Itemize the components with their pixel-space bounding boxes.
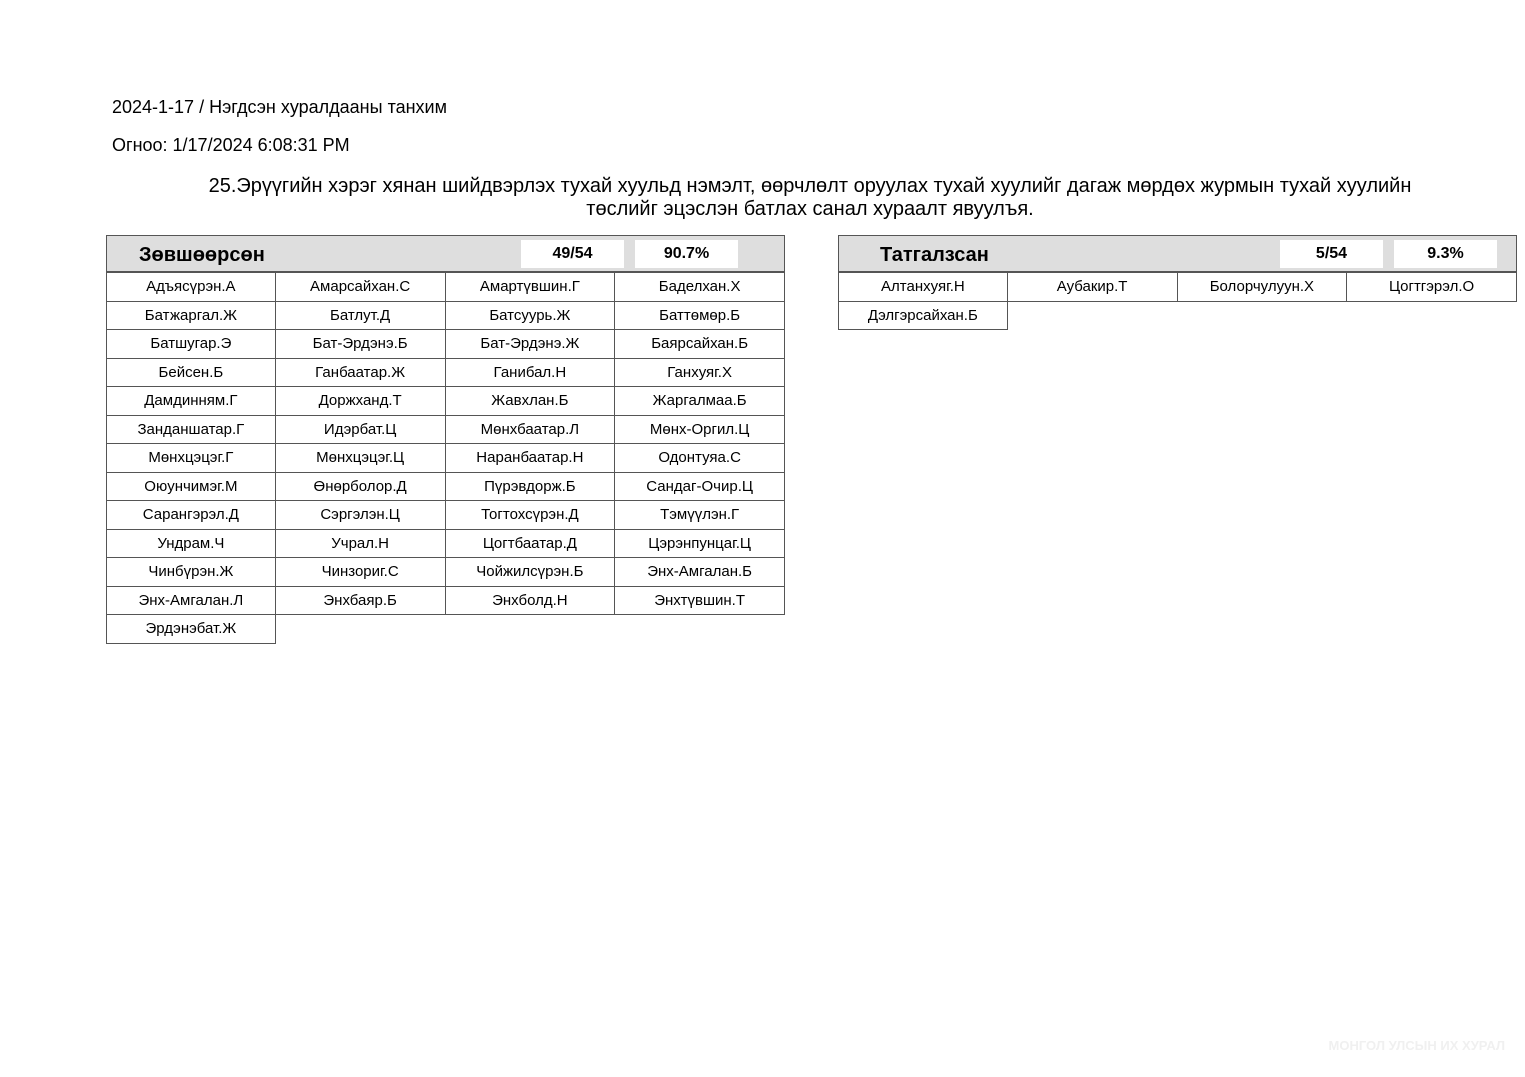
rejected-header bbox=[838, 235, 1517, 272]
member-cell: Ундрам.Ч bbox=[106, 529, 276, 559]
motion-title-line2: төслийг эцэслэн батлах санал хураалт явуулъя. bbox=[586, 198, 1034, 220]
vote-date: Огноо: 1/17/2024 6:08:31 PM bbox=[112, 135, 350, 155]
member-cell: Дамдинням.Г bbox=[106, 386, 276, 416]
member-cell: Энхбаяр.Б bbox=[275, 586, 446, 616]
member-cell: Цогтбаатар.Д bbox=[445, 529, 616, 559]
member-cell: Оюунчимэг.М bbox=[106, 472, 276, 502]
member-cell: Энх-Амгалан.Л bbox=[106, 586, 276, 616]
member-cell: Сарангэрэл.Д bbox=[106, 500, 276, 530]
member-cell: Амарсайхан.С bbox=[275, 272, 446, 302]
member-cell: Энхболд.Н bbox=[445, 586, 616, 616]
member-cell: Батшугар.Э bbox=[106, 329, 276, 359]
member-cell: Бат-Эрдэнэ.Б bbox=[275, 329, 446, 359]
member-cell: Идэрбат.Ц bbox=[275, 415, 446, 445]
member-cell: Ганхуяг.Х bbox=[614, 358, 785, 388]
approved-count: 49/54 bbox=[521, 240, 624, 268]
member-cell: Тэмүүлэн.Г bbox=[614, 500, 785, 530]
member-cell: Пүрэвдорж.Б bbox=[445, 472, 616, 502]
member-cell: Баделхан.Х bbox=[614, 272, 785, 302]
member-cell: Чойжилсүрэн.Б bbox=[445, 557, 616, 587]
rejected-members-grid bbox=[838, 272, 1517, 330]
member-cell: Энхтүвшин.Т bbox=[614, 586, 785, 616]
member-cell: Адъясүрэн.А bbox=[106, 272, 276, 302]
member-cell: Одонтуяа.С bbox=[614, 443, 785, 473]
member-cell: Бат-Эрдэнэ.Ж bbox=[445, 329, 616, 359]
member-cell: Эрдэнэбат.Ж bbox=[106, 614, 276, 644]
motion-title-line1: 25.Эрүүгийн хэрэг хянан шийдвэрлэх тухай хуульд нэмэлт, өөрчлөлт оруулах тухай хуулийг дагаж мөрдөх журмын тухай хуулийн bbox=[208, 175, 1412, 197]
watermark: МОНГОЛ УЛСЫН ИХ ХУРАЛ bbox=[1328, 1038, 1505, 1053]
member-cell: Батсуурь.Ж bbox=[445, 301, 616, 331]
member-cell: Баярсайхан.Б bbox=[614, 329, 785, 359]
member-cell: Ганибал.Н bbox=[445, 358, 616, 388]
member-cell: Сандаг-Очир.Ц bbox=[614, 472, 785, 502]
approved-header bbox=[106, 235, 785, 272]
member-cell: Учрал.Н bbox=[275, 529, 446, 559]
rejected-count: 5/54 bbox=[1280, 240, 1383, 268]
member-cell: Цогтгэрэл.О bbox=[1346, 272, 1517, 302]
member-cell: Наранбаатар.Н bbox=[445, 443, 616, 473]
member-cell: Тогтохсүрэн.Д bbox=[445, 500, 616, 530]
approved-panel bbox=[106, 235, 785, 644]
member-cell: Амартүвшин.Г bbox=[445, 272, 616, 302]
member-cell: Жаргалмаа.Б bbox=[614, 386, 785, 416]
member-cell: Бейсен.Б bbox=[106, 358, 276, 388]
member-cell: Болорчулуун.Х bbox=[1177, 272, 1348, 302]
member-cell: Баттөмөр.Б bbox=[614, 301, 785, 331]
member-cell: Мөнх-Оргил.Ц bbox=[614, 415, 785, 445]
member-cell: Мөнхбаатар.Л bbox=[445, 415, 616, 445]
session-heading: 2024-1-17 / Нэгдсэн хуралдааны танхим bbox=[112, 97, 447, 117]
member-cell: Дэлгэрсайхан.Б bbox=[838, 301, 1008, 331]
member-cell: Энх-Амгалан.Б bbox=[614, 557, 785, 587]
member-cell: Алтанхуяг.Н bbox=[838, 272, 1008, 302]
rejected-percent: 9.3% bbox=[1394, 240, 1497, 268]
approved-label: Зөвшөөрсөн bbox=[139, 244, 265, 266]
member-cell: Мөнхцэцэг.Ц bbox=[275, 443, 446, 473]
rejected-label: Татгалзсан bbox=[880, 244, 989, 266]
member-cell: Жавхлан.Б bbox=[445, 386, 616, 416]
member-cell: Аубакир.Т bbox=[1007, 272, 1178, 302]
rejected-panel bbox=[838, 235, 1517, 330]
member-cell: Цэрэнпунцаг.Ц bbox=[614, 529, 785, 559]
member-cell: Өнөрболор.Д bbox=[275, 472, 446, 502]
approved-percent: 90.7% bbox=[635, 240, 738, 268]
member-cell: Батжаргал.Ж bbox=[106, 301, 276, 331]
approved-members-grid bbox=[106, 272, 785, 644]
member-cell: Занданшатар.Г bbox=[106, 415, 276, 445]
member-cell: Ганбаатар.Ж bbox=[275, 358, 446, 388]
motion-title bbox=[150, 175, 1470, 221]
member-cell: Чинбүрэн.Ж bbox=[106, 557, 276, 587]
member-cell: Батлут.Д bbox=[275, 301, 446, 331]
member-cell: Сэргэлэн.Ц bbox=[275, 500, 446, 530]
member-cell: Мөнхцэцэг.Г bbox=[106, 443, 276, 473]
member-cell: Чинзориг.С bbox=[275, 557, 446, 587]
member-cell: Доржханд.Т bbox=[275, 386, 446, 416]
